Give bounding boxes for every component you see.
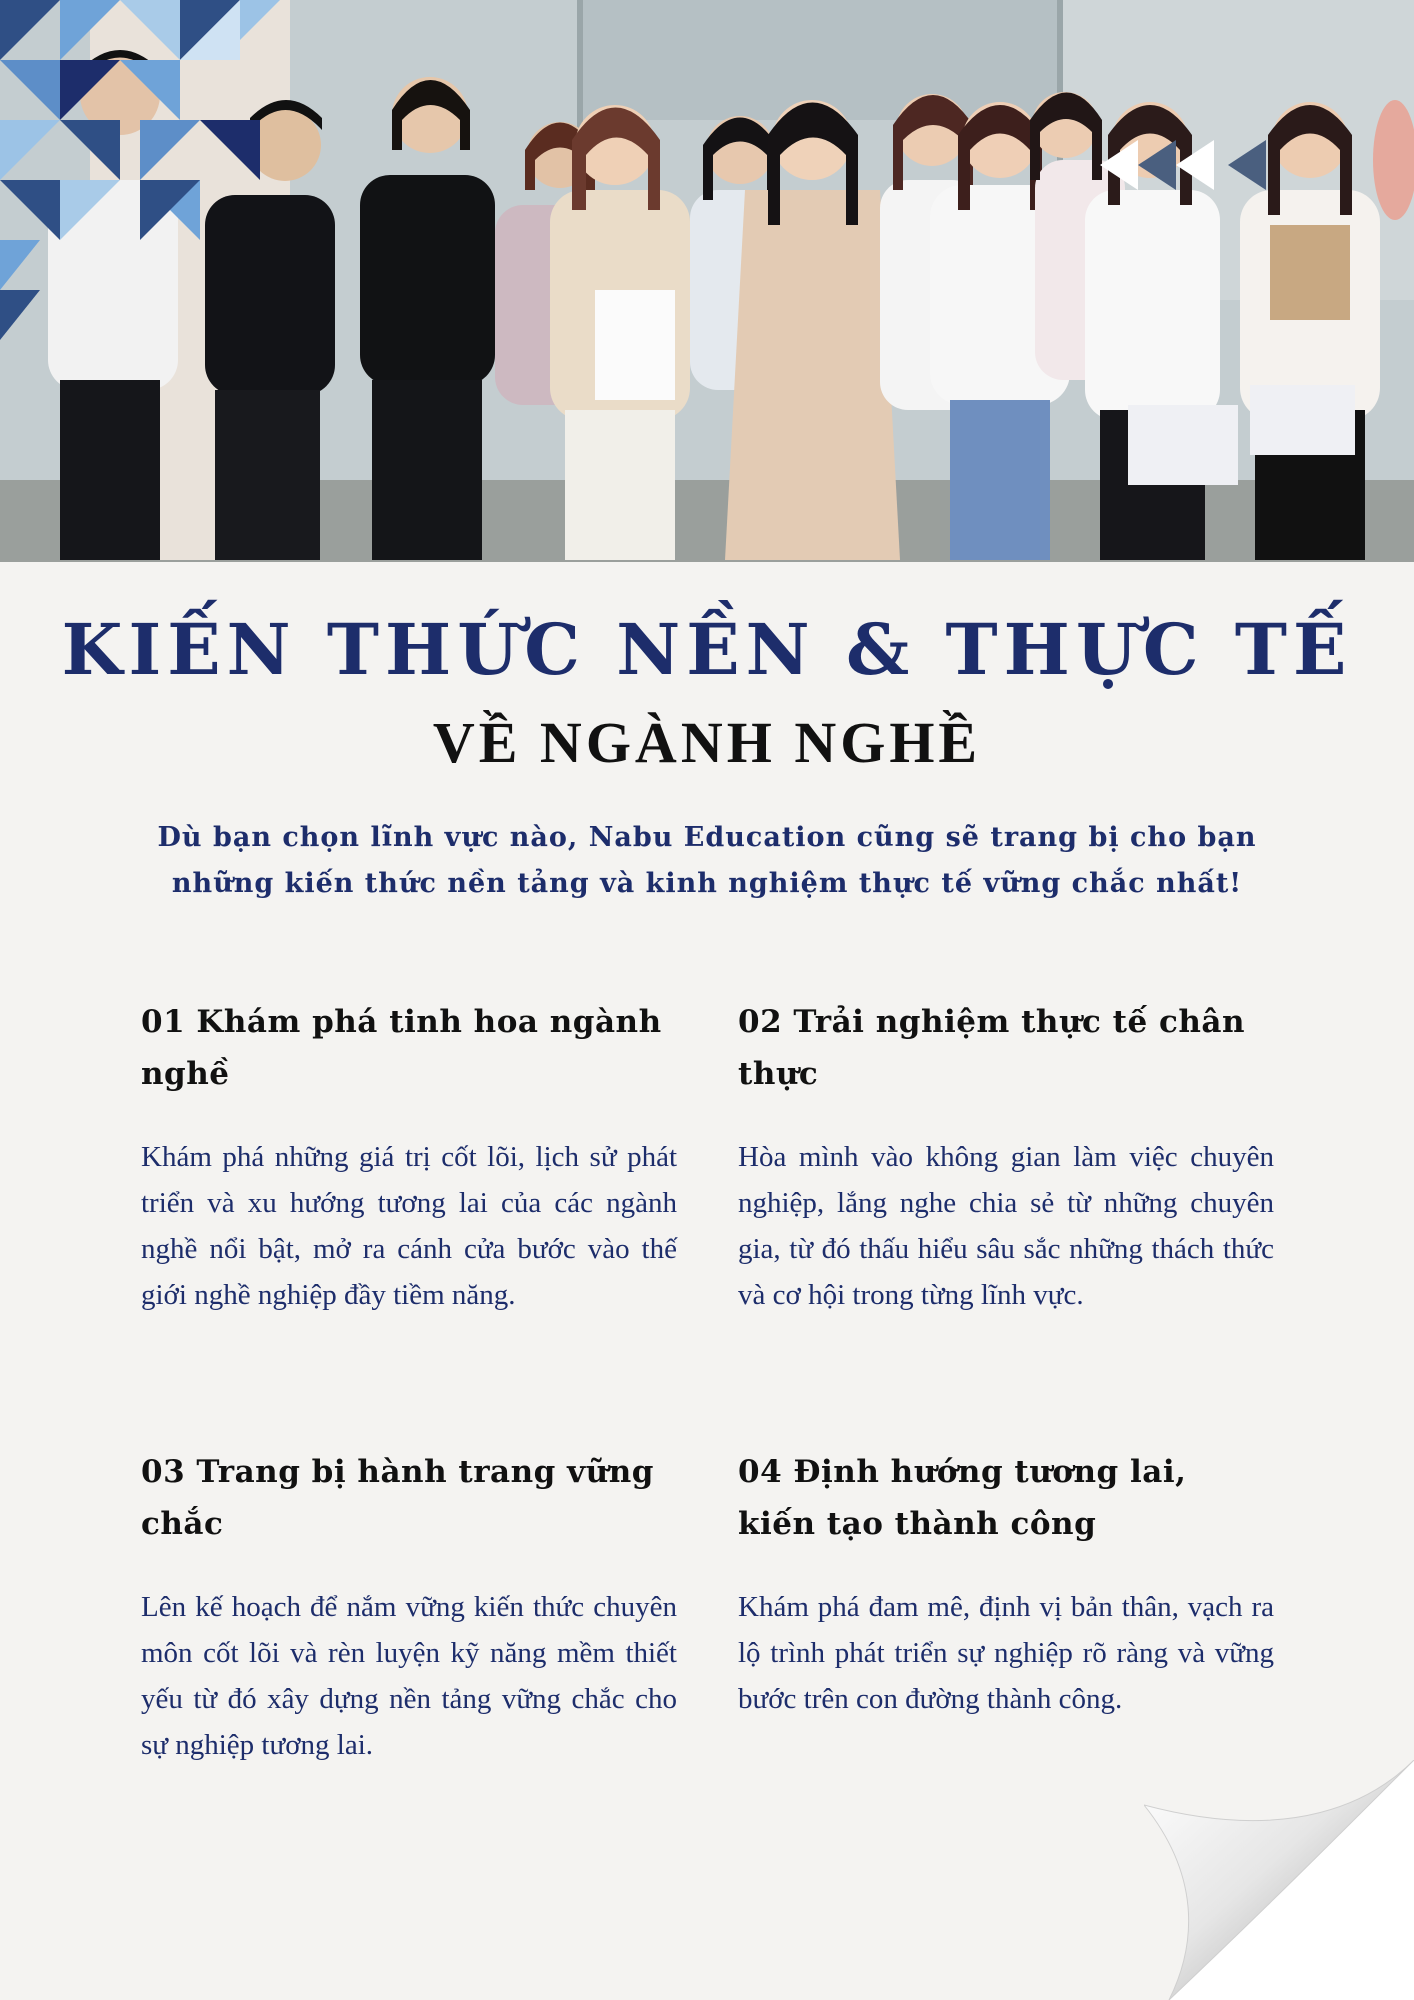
page-curl-decoration: [1144, 1760, 1414, 2000]
feature-heading: 02 Trải nghiệm thực tế chân thực: [738, 1004, 1246, 1092]
feature-body: Khám phá đam mê, định vị bản thân, vạch ra lộ trình phát triển sự nghiệp rõ ràng và vững bước trên con đường thành công.: [738, 1591, 1274, 1715]
feature-block-03: [141, 1446, 677, 1768]
feature-block-02: [738, 996, 1274, 1318]
page-subtitle: VỀ NGÀNH NGHỀ: [432, 710, 982, 775]
feature-block-01: [141, 996, 677, 1318]
intro-text: Dù bạn chọn lĩnh vực nào, Nabu Education cũng sẽ trang bị cho bạn những kiến thức nền tảng và kinh nghiệm thực tế vững chắc nhất!: [157, 822, 1257, 899]
feature-body: Lên kế hoạch để nắm vững kiến thức chuyên môn cốt lõi và rèn luyện kỹ năng mềm thiết yếu từ đó xây dựng nền tảng vững chắc cho sự nghiệp tương lai.: [141, 1591, 677, 1761]
feature-heading: 01 Khám phá tinh hoa ngành nghề: [141, 1004, 662, 1092]
feature-body: Hòa mình vào không gian làm việc chuyên nghiệp, lắng nghe chia sẻ từ những chuyên gia, từ đó thấu hiểu sâu sắc những thách thức và cơ hội trong từng lĩnh vực.: [738, 1141, 1274, 1311]
feature-body: Khám phá những giá trị cốt lõi, lịch sử phát triển và xu hướng tương lai của các ngành nghề nổi bật, mở ra cánh cửa bước vào thế giới nghề nghiệp đầy tiềm năng.: [141, 1141, 677, 1311]
page-title: KIẾN THỨC NỀN & THỰC TẾ: [61, 608, 1353, 691]
hero-photo: [0, 0, 1414, 562]
feature-heading: 04 Định hướng tương lai, kiến tạo thành công: [738, 1454, 1187, 1542]
group-photo-illustration: [0, 0, 1414, 562]
feature-heading: 03 Trang bị hành trang vững chắc: [141, 1454, 654, 1542]
feature-block-04: [738, 1446, 1274, 1722]
